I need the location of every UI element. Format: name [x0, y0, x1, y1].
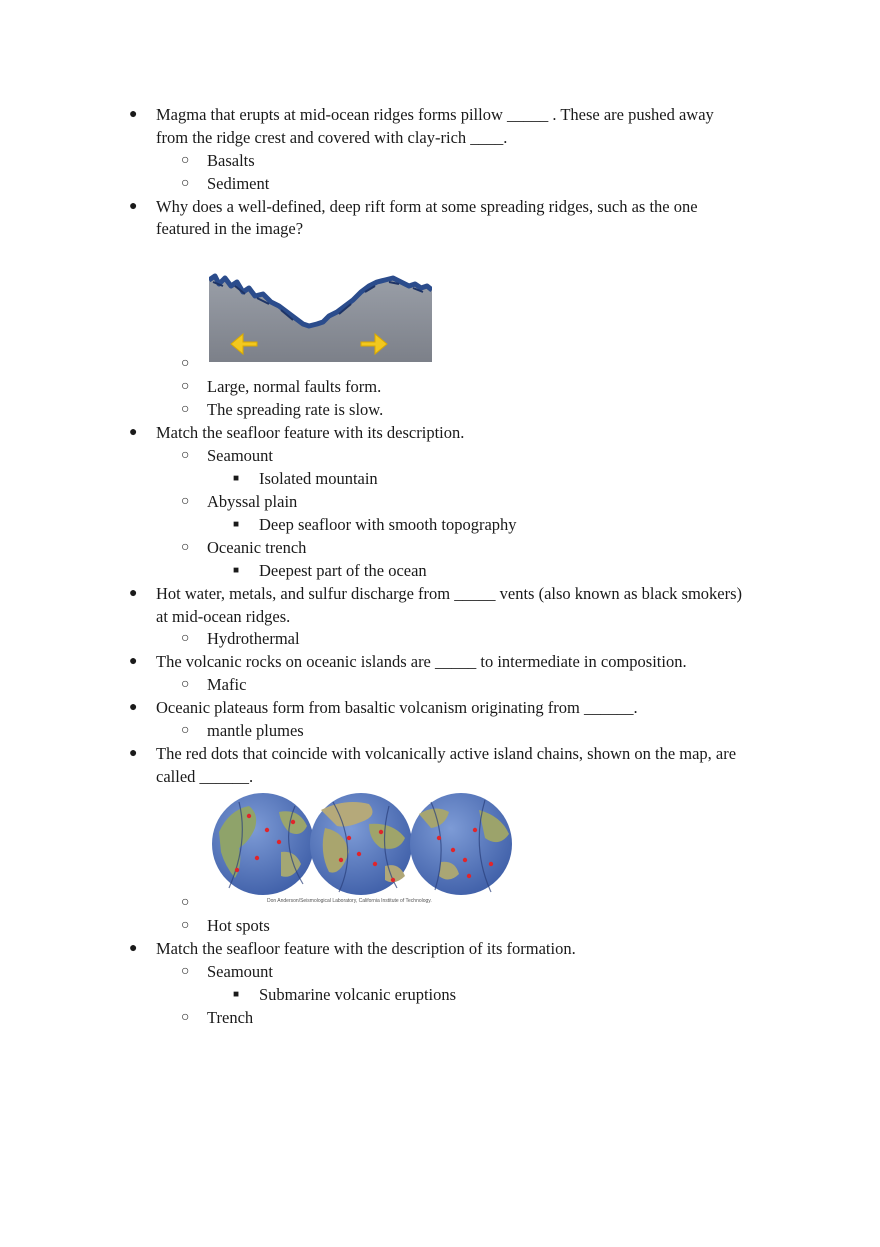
- question-2-answer-1: Large, normal faults form.: [207, 377, 382, 396]
- question-4-line-1: Hot water, metals, and sulfur discharge from _____ vents (also known as black smokers): [156, 584, 743, 603]
- question-1-answer-1: Basalts: [207, 151, 255, 170]
- bullet-level1: ●: [129, 425, 138, 440]
- question-2-line-2: featured in the image?: [156, 219, 304, 238]
- question-2-answer-2: The spreading rate is slow.: [207, 400, 384, 419]
- question-8-feature-1: Seamount: [207, 962, 273, 981]
- question-1-line-2: from the ridge crest and covered with clay-rich ____.: [156, 128, 508, 147]
- question-3-feature-1: Seamount: [207, 446, 273, 465]
- question-2-line-1: Why does a well-defined, deep rift form at some spreading ridges, such as the one: [156, 197, 698, 216]
- question-6-answer: mantle plumes: [207, 721, 304, 740]
- rift-valley-figure: [209, 272, 432, 362]
- bullet-level2: ○: [181, 677, 190, 692]
- bullet-level2: ○: [181, 356, 190, 371]
- question-1-line-1: Magma that erupts at mid-ocean ridges forms pillow _____ . These are pushed away: [156, 105, 714, 124]
- bullet-level3: ■: [233, 989, 240, 1000]
- question-3-feature-2: Abyssal plain: [207, 492, 298, 511]
- question-1-answer-2: Sediment: [207, 174, 270, 193]
- question-5-line-1: The volcanic rocks on oceanic islands are _____ to intermediate in composition.: [156, 652, 687, 671]
- bullet-level2: ○: [181, 494, 190, 509]
- question-3-description-2: Deep seafloor with smooth topography: [259, 515, 517, 534]
- bullet-level3: ■: [233, 473, 240, 484]
- bullet-level1: ●: [129, 107, 138, 122]
- bullet-level2: ○: [181, 1010, 190, 1025]
- hotspot-globe-map: [209, 792, 514, 904]
- bullet-level3: ■: [233, 565, 240, 576]
- question-7-line-2: called ______.: [156, 767, 254, 786]
- bullet-level2: ○: [181, 723, 190, 738]
- question-3-line-1: Match the seafloor feature with its description.: [156, 423, 465, 442]
- bullet-level1: ●: [129, 700, 138, 715]
- bullet-level1: ●: [129, 654, 138, 669]
- question-8-feature-2: Trench: [207, 1008, 254, 1027]
- bullet-level2: ○: [181, 631, 190, 646]
- bullet-level2: ○: [181, 153, 190, 168]
- bullet-level2: ○: [181, 964, 190, 979]
- bullet-level1: ●: [129, 746, 138, 761]
- map-credit: Don Anderson/Seismological Laboratory, California Institute of Technology.: [267, 898, 432, 904]
- bullet-level1: ●: [129, 941, 138, 956]
- question-5-answer: Mafic: [207, 675, 247, 694]
- bullet-level2: ○: [181, 918, 190, 933]
- bullet-level3: ■: [233, 519, 240, 530]
- bullet-level2: ○: [181, 176, 190, 191]
- question-3-feature-3: Oceanic trench: [207, 538, 307, 557]
- bullet-level2: ○: [181, 402, 190, 417]
- question-4-line-2: at mid-ocean ridges.: [156, 607, 291, 626]
- question-3-description-1: Isolated mountain: [259, 469, 378, 488]
- bullet-level2: ○: [181, 895, 190, 910]
- question-8-description-1: Submarine volcanic eruptions: [259, 985, 457, 1004]
- question-4-answer: Hydrothermal: [207, 629, 300, 648]
- bullet-level2: ○: [181, 540, 190, 555]
- bullet-level1: ●: [129, 586, 138, 601]
- question-3-description-3: Deepest part of the ocean: [259, 561, 427, 580]
- question-6-line-1: Oceanic plateaus form from basaltic volcanism originating from ______.: [156, 698, 638, 717]
- bullet-level2: ○: [181, 379, 190, 394]
- bullet-level2: ○: [181, 448, 190, 463]
- question-7-answer: Hot spots: [207, 916, 270, 935]
- bullet-level1: ●: [129, 199, 138, 214]
- question-7-line-1: The red dots that coincide with volcanically active island chains, shown on the map, are: [156, 744, 737, 763]
- question-8-line-1: Match the seafloor feature with the description of its formation.: [156, 939, 576, 958]
